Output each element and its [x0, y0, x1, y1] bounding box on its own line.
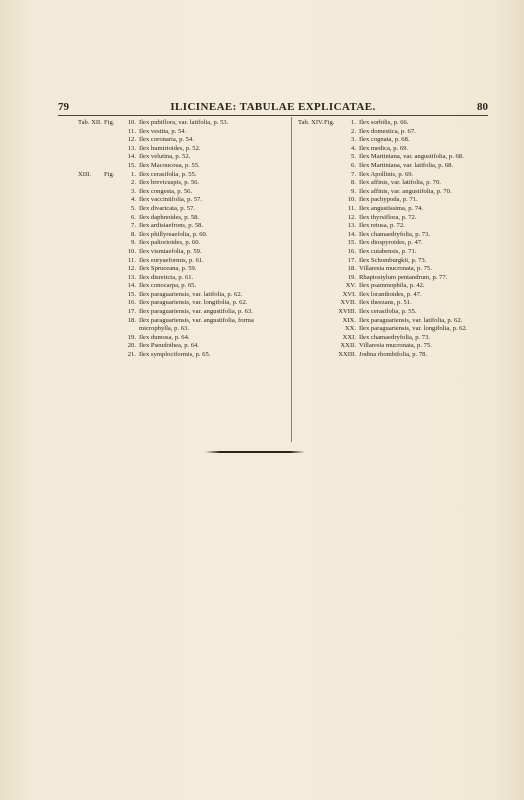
plate-entry — [298, 136, 488, 145]
figure-number: 9. — [131, 239, 136, 247]
species-entry: Rhaptostylum pentandrum, p. 77. — [359, 273, 448, 281]
figure-number: 11. — [128, 256, 136, 264]
species-entry: Ilex paraguariensis, var. angustifolia, p. 63. — [139, 308, 253, 316]
species-entry: Ilex chamaedryfolia, p. 73. — [359, 230, 431, 238]
species-entry: Ilex paraguariensis, var. longifolia, p. 62. — [139, 299, 248, 307]
plate-entry — [298, 231, 488, 240]
plate-label: Tab. XIV. — [298, 119, 324, 126]
species-entry: Ilex paraguariensis, var. angustifolia, forma — [139, 316, 254, 324]
figure-number: 12. — [347, 213, 356, 221]
figure-number: 8. — [131, 230, 136, 238]
species-entry: microphylla, p. 63. — [139, 325, 189, 333]
plate-entry — [298, 188, 488, 197]
plate-entry — [78, 153, 288, 162]
figure-number: 11. — [348, 204, 356, 212]
species-entry: Jodina rhombifolia, p. 78. — [359, 351, 428, 359]
species-entry: Ilex Martiniana, var. latifolia, p. 68. — [359, 161, 454, 169]
figure-number: 19. — [347, 273, 356, 281]
figure-number: 15. — [127, 290, 136, 298]
species-entry: Ilex coronaria, p. 54. — [139, 136, 194, 144]
figure-label: Fig. — [324, 119, 335, 126]
figure-number: 14. — [127, 153, 136, 161]
species-entry: Ilex velutina, p. 52. — [139, 153, 191, 161]
species-entry: Ilex phillyreaefolia, p. 60. — [139, 230, 208, 238]
plate-entry — [78, 282, 288, 291]
plate-label: XIII. — [78, 170, 91, 178]
plate-entry — [78, 265, 288, 274]
species-entry: Ilex Spruceana, p. 59. — [139, 265, 197, 273]
figure-number: 12. — [127, 265, 136, 273]
species-entry: Ilex sorbilis, p. 66. — [359, 119, 409, 126]
figure-number: 18. — [347, 265, 356, 273]
species-entry: Ilex theezans, p. 51. — [359, 299, 412, 307]
figure-number: 3. — [351, 136, 356, 144]
plate-entry — [78, 317, 288, 326]
species-entry: Ilex vestita, p. 54. — [139, 127, 187, 135]
plate-entry — [298, 291, 488, 300]
plate-number: XVI. — [342, 290, 356, 298]
plate-entry — [78, 257, 288, 266]
species-entry: Ilex ardisiaefrons, p. 58. — [139, 222, 204, 230]
plate-entry — [298, 299, 488, 308]
species-entry: Ilex paraguariensis, var. latifolia, p. 62. — [359, 316, 463, 324]
plate-entry — [78, 334, 288, 343]
figure-number: 10. — [127, 119, 136, 126]
plate-entry — [298, 222, 488, 231]
figure-number: 10. — [127, 247, 136, 255]
species-entry: Ilex cerasifolia, p. 55. — [139, 170, 197, 178]
figure-number: 2. — [131, 179, 136, 187]
figure-number: 16. — [127, 299, 136, 307]
figure-number: 17. — [347, 256, 356, 264]
figure-number: 20. — [127, 342, 136, 350]
species-entry: Ilex Martiniana, var. angustifolia, p. 68. — [359, 153, 464, 161]
plate-entry — [78, 162, 288, 171]
species-entry: Ilex Apollinis, p. 69. — [359, 170, 414, 178]
figure-number: 19. — [127, 333, 136, 341]
plate-entry — [78, 145, 288, 154]
plate-entry — [78, 248, 288, 257]
species-entry: Ilex paraguariensis, var. latifolia, p. 62. — [139, 290, 243, 298]
plate-number: XXIII. — [338, 351, 356, 359]
plate-entry — [78, 308, 288, 317]
plate-entry — [298, 171, 488, 180]
plate-number: XV. — [345, 282, 356, 290]
species-entry: Ilex medica, p. 69. — [359, 144, 409, 152]
species-entry: Ilex loranthoides, p. 47. — [359, 290, 422, 298]
species-entry: Ilex vismiaefolia, p. 59. — [139, 247, 202, 255]
plate-entry — [298, 282, 488, 291]
species-entry: Ilex retusa, p. 72. — [359, 222, 405, 230]
plate-entry — [78, 136, 288, 145]
species-entry: Ilex conocarpa, p. 65. — [139, 282, 197, 290]
plate-entry — [78, 299, 288, 308]
running-title: ILICINEAE: TABULAE EXPLICATAE. — [170, 101, 376, 113]
left-column — [78, 119, 288, 360]
plate-entry — [78, 222, 288, 231]
figure-number: 14. — [347, 230, 356, 238]
figure-number: 6. — [131, 213, 136, 221]
figure-number: 13. — [127, 273, 136, 281]
plate-entry — [298, 274, 488, 283]
plate-entry — [298, 196, 488, 205]
plate-entry — [298, 179, 488, 188]
figure-number: 8. — [351, 179, 356, 187]
species-entry: Ilex cerasifolia, p. 55. — [359, 308, 417, 316]
figure-number: 2. — [351, 127, 356, 135]
plate-entry — [298, 351, 488, 360]
species-entry: Ilex domestica, p. 67. — [359, 127, 416, 135]
species-entry: Ilex symplociformis, p. 65. — [139, 351, 211, 359]
plate-entry — [298, 119, 488, 128]
species-entry: Ilex affinis, var. angustifolia, p. 70. — [359, 187, 452, 195]
plate-number: XVIII. — [338, 308, 356, 316]
species-entry: Ilex diospyroides, p. 47. — [359, 239, 423, 247]
species-entry: Ilex paltorioides, p. 60. — [139, 239, 201, 247]
figure-number: 12. — [127, 136, 136, 144]
figure-number: 13. — [127, 144, 136, 152]
plate-entry — [78, 188, 288, 197]
species-entry: Ilex disreticta, p. 61. — [139, 273, 194, 281]
closing-rule — [205, 451, 305, 453]
plate-number: XVII. — [340, 299, 356, 307]
species-entry: Ilex humirioides, p. 52. — [139, 144, 201, 152]
species-entry: Ilex cognata, p. 68. — [359, 136, 410, 144]
plate-number: XIX. — [342, 316, 356, 324]
plate-entry — [78, 214, 288, 223]
plate-entry — [78, 291, 288, 300]
plate-entry — [298, 153, 488, 162]
plate-entry — [298, 265, 488, 274]
plate-entry — [298, 239, 488, 248]
figure-number: 17. — [127, 308, 136, 316]
species-entry: Villaresia mucronata, p. 75. — [359, 342, 432, 350]
figure-number: 7. — [131, 222, 136, 230]
figure-number: 18. — [127, 316, 136, 324]
page-number-right: 80 — [477, 101, 488, 113]
plate-entry — [298, 317, 488, 326]
species-entry: Ilex pubiflora, var. latifolia, p. 53. — [139, 119, 229, 126]
plate-entry — [298, 308, 488, 317]
figure-number: 9. — [351, 187, 356, 195]
plate-entry — [78, 128, 288, 137]
page-number-left: 79 — [58, 101, 69, 113]
figure-number: 13. — [347, 222, 356, 230]
figure-number: 15. — [347, 239, 356, 247]
figure-number: 5. — [351, 153, 356, 161]
header-rule — [58, 115, 488, 116]
plate-entry — [298, 214, 488, 223]
figure-number: 4. — [351, 144, 356, 152]
plate-entry — [78, 179, 288, 188]
plate-label: Tab. XII. — [78, 119, 102, 126]
species-entry: Ilex daphnoides, p. 58. — [139, 213, 200, 221]
plate-entry — [78, 205, 288, 214]
plate-entry — [298, 334, 488, 343]
figure-number: 15. — [127, 161, 136, 169]
species-entry: Ilex angustissima, p. 74. — [359, 204, 424, 212]
figure-number: 3. — [131, 187, 136, 195]
figure-number: 1. — [131, 170, 136, 178]
species-entry: Ilex cuiabensis, p. 71. — [359, 247, 417, 255]
column-divider — [291, 117, 292, 442]
species-entry: Ilex brevicuspis, p. 56. — [139, 179, 200, 187]
species-entry: Ilex Schomburgkii, p. 73. — [359, 256, 427, 264]
plate-number: XXII. — [340, 342, 356, 350]
figure-number: 6. — [351, 161, 356, 169]
figure-number: 21. — [127, 351, 136, 359]
species-entry: Ilex thyrsiflora, p. 72. — [359, 213, 417, 221]
plate-number: XXI. — [342, 333, 356, 341]
plate-entry — [78, 239, 288, 248]
species-entry: Ilex psammophila, p. 42. — [359, 282, 425, 290]
species-entry: Ilex euryaeformis, p. 61. — [139, 256, 204, 264]
plate-entry — [78, 119, 288, 128]
plate-entry — [298, 342, 488, 351]
plate-entry — [298, 257, 488, 266]
plate-entry — [78, 171, 288, 180]
plate-entry — [78, 274, 288, 283]
species-entry: Ilex chamaedryfolia, p. 73. — [359, 333, 431, 341]
right-column — [298, 119, 488, 360]
plate-entry — [78, 325, 288, 334]
plate-entry — [78, 231, 288, 240]
species-entry: Ilex congesta, p. 56. — [139, 187, 193, 195]
plate-entry — [78, 351, 288, 360]
plate-entry — [298, 162, 488, 171]
species-entry: Ilex vacciniifolia, p. 57. — [139, 196, 202, 204]
species-entry: Ilex dumosa, p. 64. — [139, 333, 190, 341]
plate-entry — [298, 325, 488, 334]
plate-entry — [298, 145, 488, 154]
plate-number: XX. — [344, 325, 356, 333]
plate-entry — [298, 128, 488, 137]
figure-number: 16. — [347, 247, 356, 255]
figure-number: 10. — [347, 196, 356, 204]
figure-label: Fig. — [104, 119, 115, 126]
figure-number: 5. — [131, 204, 136, 212]
species-entry: Ilex paraguariensis, var. longifolia, p. 62. — [359, 325, 468, 333]
figure-label: Fig. — [104, 170, 115, 178]
figure-number: 7. — [351, 170, 356, 178]
figure-number: 1. — [351, 119, 356, 126]
figure-number: 14. — [127, 282, 136, 290]
species-entry: Ilex Macoucoua, p. 55. — [139, 161, 200, 169]
species-entry: Ilex divaricata, p. 57. — [139, 204, 196, 212]
species-entry: Ilex Pseudothea, p. 64. — [139, 342, 200, 350]
figure-number: 4. — [131, 196, 136, 204]
plate-entry — [298, 248, 488, 257]
species-entry: Villaresia mucronata, p. 75. — [359, 265, 432, 273]
page-header — [58, 101, 488, 115]
plate-entry — [298, 205, 488, 214]
species-entry: Ilex affinis, var. latifolia, p. 70. — [359, 179, 441, 187]
plate-entry — [78, 196, 288, 205]
species-entry: Ilex pachypoda, p. 71. — [359, 196, 418, 204]
figure-number: 11. — [128, 127, 136, 135]
plate-entry — [78, 342, 288, 351]
